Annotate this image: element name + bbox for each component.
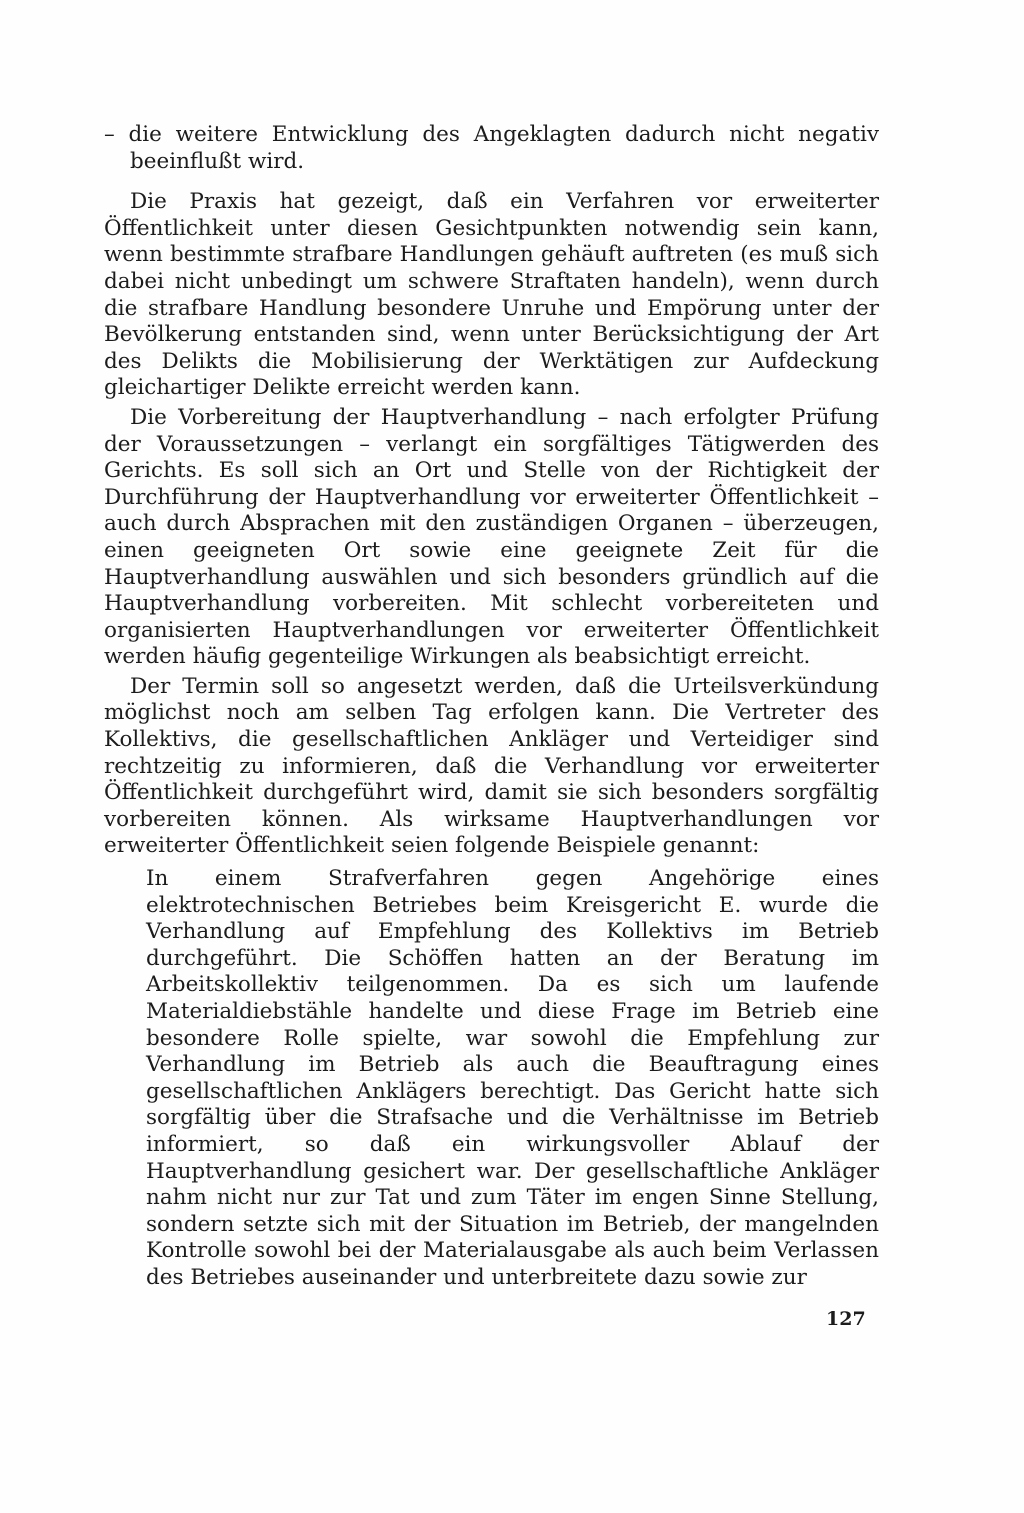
page-number: 127 [826,1308,866,1330]
list-item-continuation: – die weitere Entwicklung des Angeklagten dadurch nicht negativ beeinflußt wird. [104,122,879,174]
page-body [104,122,879,1292]
paragraph-termin: Der Termin soll so angesetzt werden, daß die Urteilsverkündung möglichst noch am selben Tag erfolgen kann. Die Vertreter des Kollektivs, die gesellschaftlichen Ankläger und Verteidiger sind rechtzeitig zu informieren, daß die Verhandlung vor erweiterter Öffentlichkeit durchgeführt wird, damit sie sich besonders sorgfältig vorbereiten können. Als wirksame Hauptverhandlungen vor erweiterter Öffentlichkeit seien folgende Beispiele genannt: [104,673,879,859]
paragraph-praxis: Die Praxis hat gezeigt, daß ein Verfahren vor erweiterter Öffentlichkeit unter diesen Gesichtpunkten notwendig sein kann, wenn bestimmte strafbare Handlungen gehäuft auftreten (es muß sich dabei nicht unbedingt um schwere Straftaten handeln), wenn durch die strafbare Handlung besondere Unruhe und Empörung unter der Bevölkerung entstanden sind, wenn unter Berücksichtigung der Art des Delikts die Mobilisierung der Werktätigen zur Aufdeckung gleichartiger Delikte erreicht werden kann. [104,189,879,401]
paragraph-vorbereitung: Die Vorbereitung der Hauptverhandlung – nach erfolgter Prüfung der Voraussetzungen – verlangt ein sorgfältiges Tätigwerden des Gerichts. Es soll sich an Ort und Stelle von der Richtigkeit der Durchführung der Hauptverhandlung vor erweiterter Öffentlichkeit – auch durch Absprachen mit den zuständigen Organen – überzeugen, einen geeigneten Ort sowie eine geeignete Zeit für die Hauptverhandlung auswählen und sich besonders gründlich auf die Hauptverhandlung vorbereiten. Mit schlecht vorbereiteten und organisierten Hauptverhandlungen vor erweiterter Öffentlichkeit werden häufig gegenteilige Wirkungen als beabsichtigt erreicht. [104,404,879,670]
example-paragraph: In einem Strafverfahren gegen Angehörige eines elektrotechnischen Betriebes beim Kreisgericht E. wurde die Verhandlung auf Empfehlung des Kollektivs im Betrieb durchgeführt. Die Schöffen hatten an der Beratung im Arbeitskollektiv teilgenommen. Da es sich um laufende Materialdiebstähle handelte und diese Frage im Betrieb eine besondere Rolle spielte, war sowohl die Empfehlung zur Verhandlung im Betrieb als auch die Beauftragung eines gesellschaftlichen Anklägers berechtigt. Das Gericht hatte sich sorgfältig über die Strafsache und die Verhältnisse im Betrieb informiert, so daß ein wirkungsvoller Ablauf der Hauptverhandlung gesichert war. Der gesellschaftliche Ankläger nahm nicht nur zur Tat und zum Täter im engen Sinne Stellung, sondern setzte sich mit der Situation im Betrieb, der mangelnden Kontrolle sowohl bei der Materialausgabe als auch beim Verlassen des Betriebes auseinander und unterbreitete dazu sowie zur [146,866,879,1290]
